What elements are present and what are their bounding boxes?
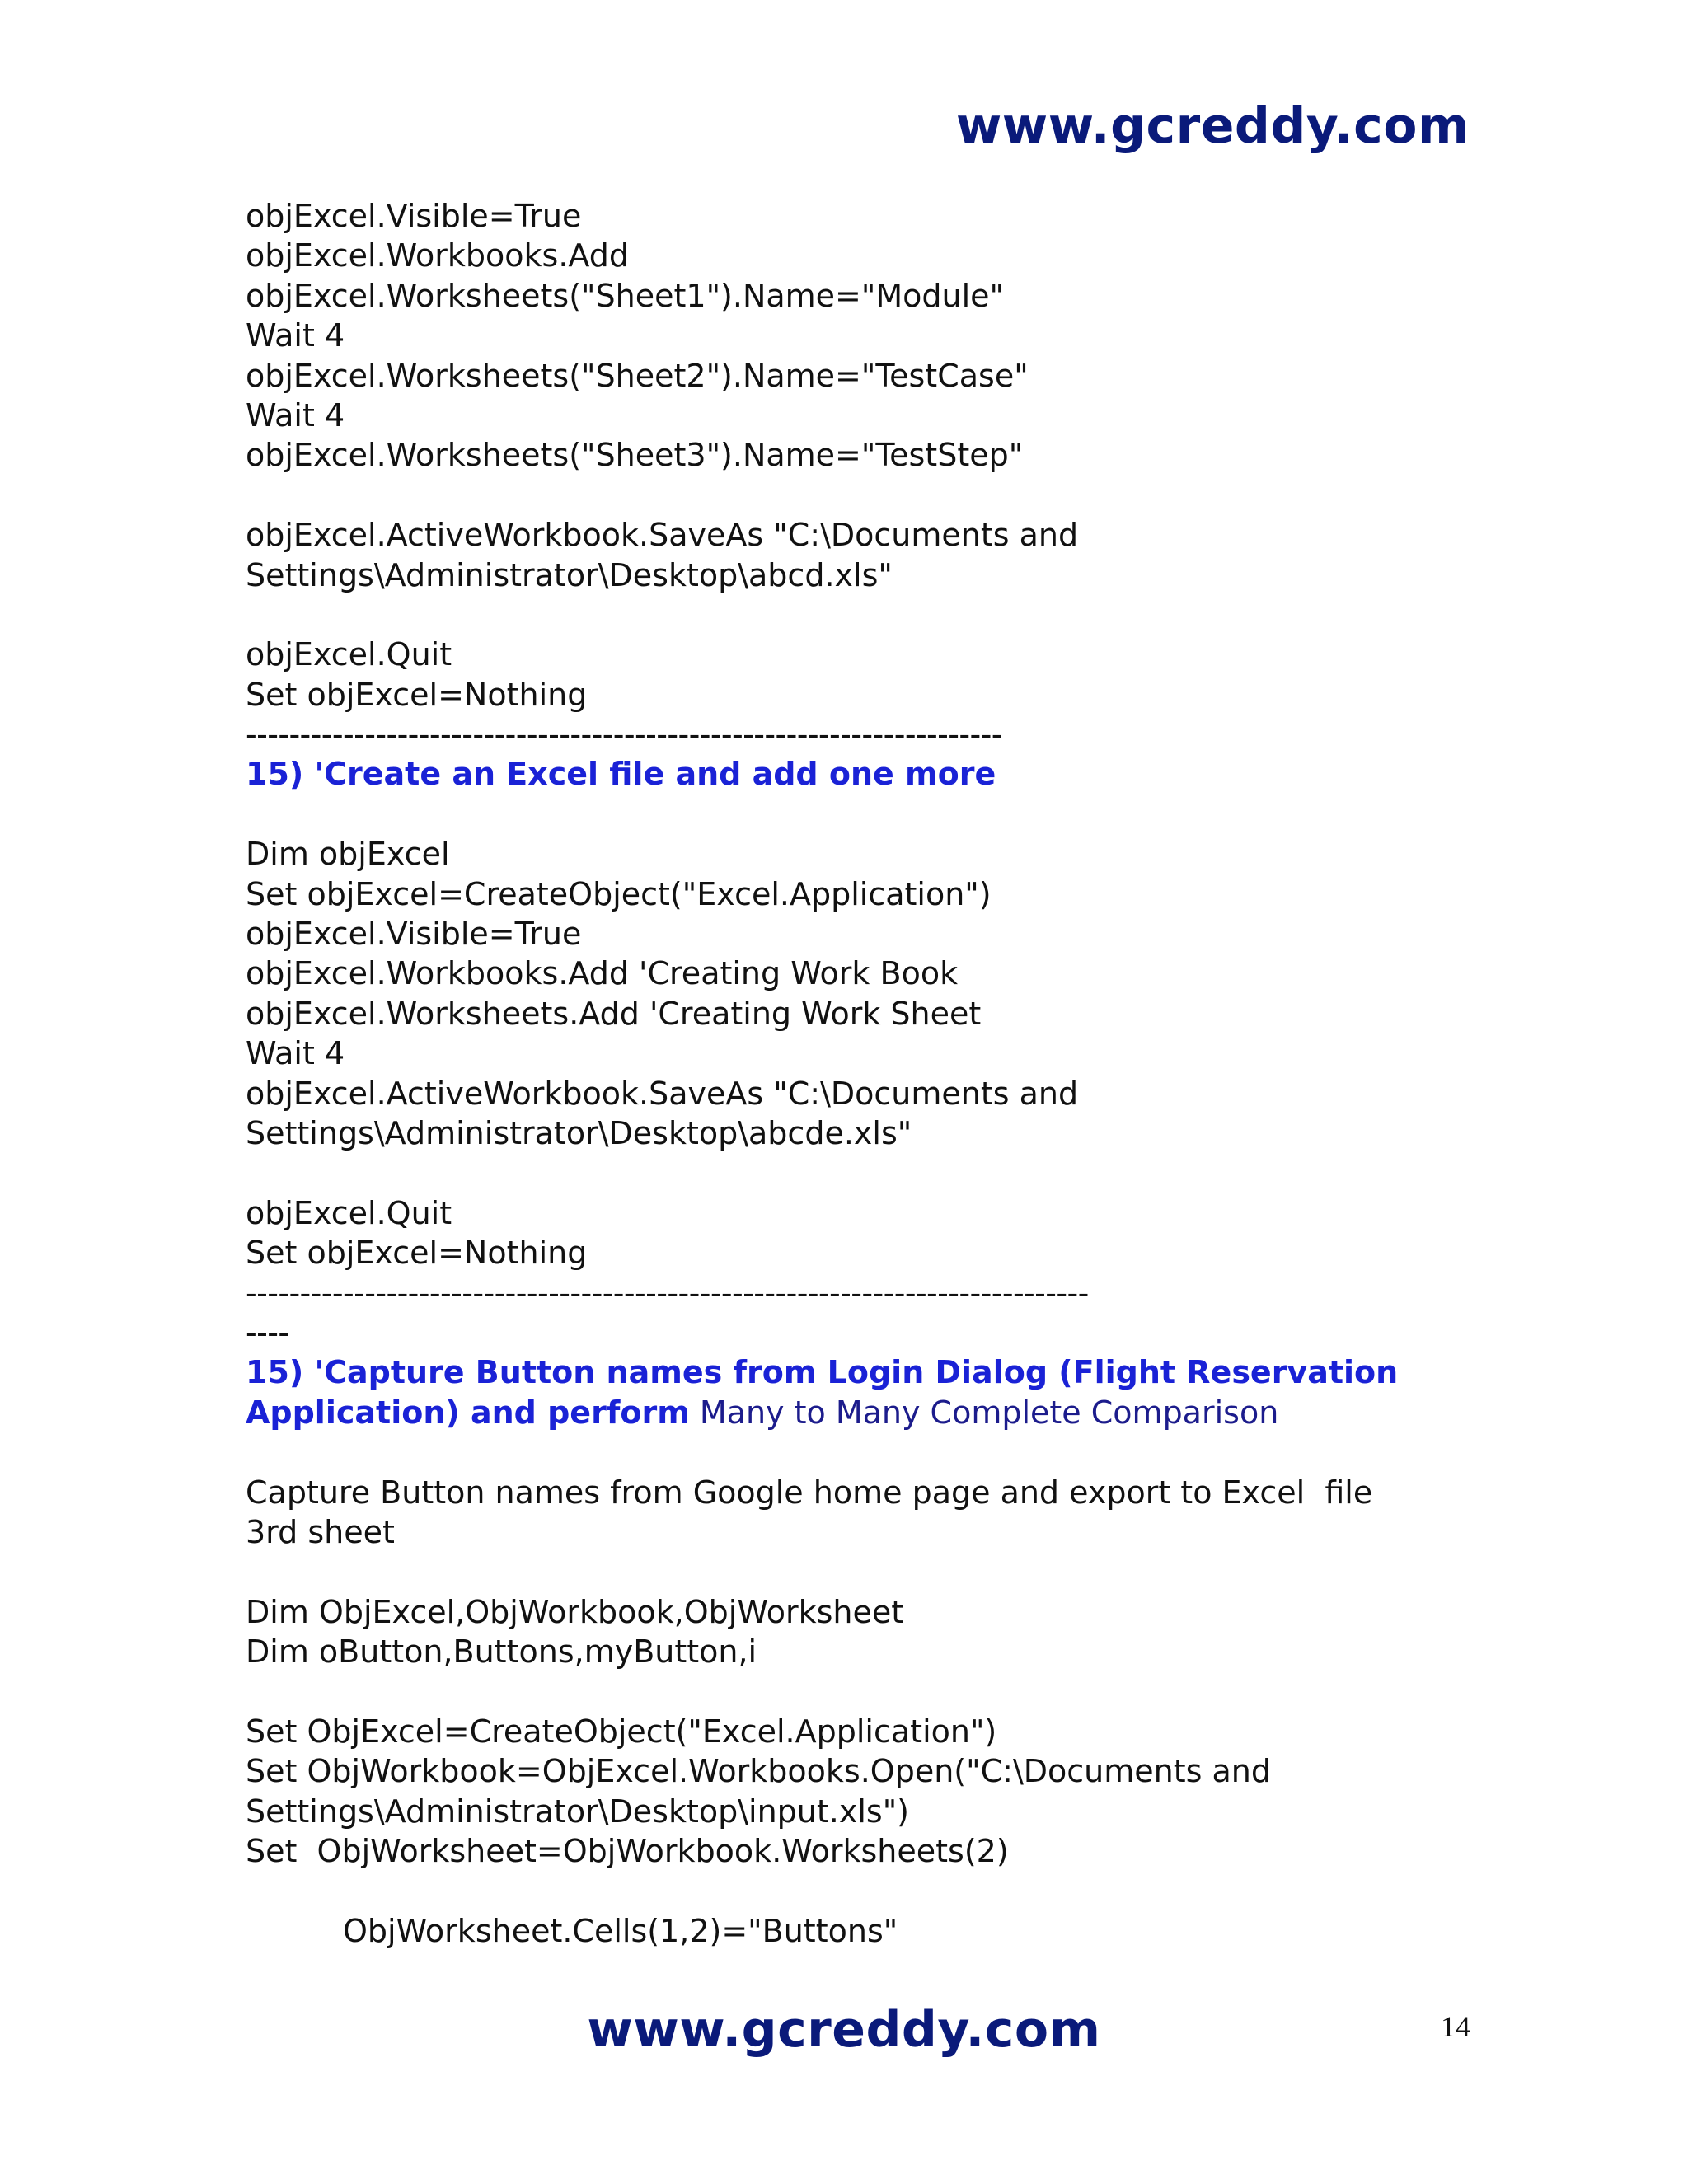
code-line: Settings\Administrator\Desktop\abcd.xls"	[246, 556, 893, 593]
code-line: Settings\Administrator\Desktop\abcde.xls"	[246, 1114, 912, 1151]
code-line: objExcel.Worksheets.Add 'Creating Work Sheet	[246, 995, 982, 1032]
code-line: Wait 4	[246, 1035, 345, 1072]
code-line-indented: ObjWorksheet.Cells(1,2)="Buttons"	[343, 1912, 898, 1949]
code-line: Set ObjWorkbook=ObjExcel.Workbooks.Open("C:\Documents and	[246, 1753, 1271, 1790]
separator-line: ----	[246, 1314, 289, 1351]
code-line: Set ObjExcel=CreateObject("Excel.Application")	[246, 1713, 997, 1750]
separator-line: ------------------------------------------------------------------------------	[246, 1274, 1089, 1311]
blank-line	[246, 595, 1482, 635]
code-line: objExcel.ActiveWorkbook.SaveAs "C:\Documents and	[246, 517, 1079, 554]
blank-line	[246, 1671, 1482, 1711]
header-site-link: www.gcreddy.com	[955, 97, 1470, 155]
blank-line	[246, 794, 1482, 834]
code-line: objExcel.Workbooks.Add 'Creating Work Book	[246, 955, 959, 992]
heading-plain-part: Many to Many Complete Comparison	[689, 1394, 1279, 1431]
blank-line	[246, 476, 1482, 515]
blank-line	[246, 1871, 1482, 1910]
code-line: Settings\Administrator\Desktop\input.xls")	[246, 1793, 909, 1830]
code-line: objExcel.ActiveWorkbook.SaveAs "C:\Documents and	[246, 1075, 1079, 1112]
code-line: objExcel.Worksheets("Sheet1").Name="Module"	[246, 277, 1005, 314]
section-heading: 15) 'Capture Button names from Login Dialog (Flight Reservation	[246, 1354, 1399, 1391]
code-line: Dim ObjExcel,ObjWorkbook,ObjWorksheet	[246, 1593, 904, 1630]
code-line: Set objExcel=Nothing	[246, 676, 588, 713]
code-line: objExcel.Visible=True	[246, 198, 582, 234]
blank-line	[246, 1552, 1482, 1591]
code-line: objExcel.Quit	[246, 1194, 452, 1231]
document-body	[246, 196, 1482, 1951]
code-line: Set ObjWorksheet=ObjWorkbook.Worksheets(2)	[246, 1833, 1009, 1870]
description-line: 3rd sheet	[246, 1513, 395, 1550]
code-line: Set objExcel=Nothing	[246, 1235, 588, 1272]
code-line: Set objExcel=CreateObject("Excel.Application")	[246, 875, 992, 912]
section-heading-continued	[246, 1393, 1482, 1432]
heading-bold-part: Application) and perform	[246, 1394, 690, 1431]
code-line: Dim oButton,Buttons,myButton,i	[246, 1633, 757, 1671]
code-line: Wait 4	[246, 317, 345, 354]
code-line: objExcel.Worksheets("Sheet3").Name="TestStep"	[246, 437, 1024, 474]
description-line: Capture Button names from Google home page and export to Excel file	[246, 1474, 1373, 1511]
separator-line: ----------------------------------------------------------------------	[246, 716, 1002, 753]
footer-site-link: www.gcreddy.com	[587, 2001, 1101, 2059]
blank-line	[246, 1153, 1482, 1193]
section-heading: 15) 'Create an Excel file and add one more	[246, 756, 996, 793]
code-line: Wait 4	[246, 396, 345, 434]
code-line: Dim objExcel	[246, 836, 450, 873]
code-line: objExcel.Visible=True	[246, 916, 582, 953]
page-number: 14	[1441, 2010, 1470, 2043]
blank-line	[246, 1432, 1482, 1472]
code-line: objExcel.Quit	[246, 636, 452, 673]
code-line: objExcel.Worksheets("Sheet2").Name="TestCase"	[246, 357, 1029, 394]
code-line: objExcel.Workbooks.Add	[246, 237, 629, 274]
